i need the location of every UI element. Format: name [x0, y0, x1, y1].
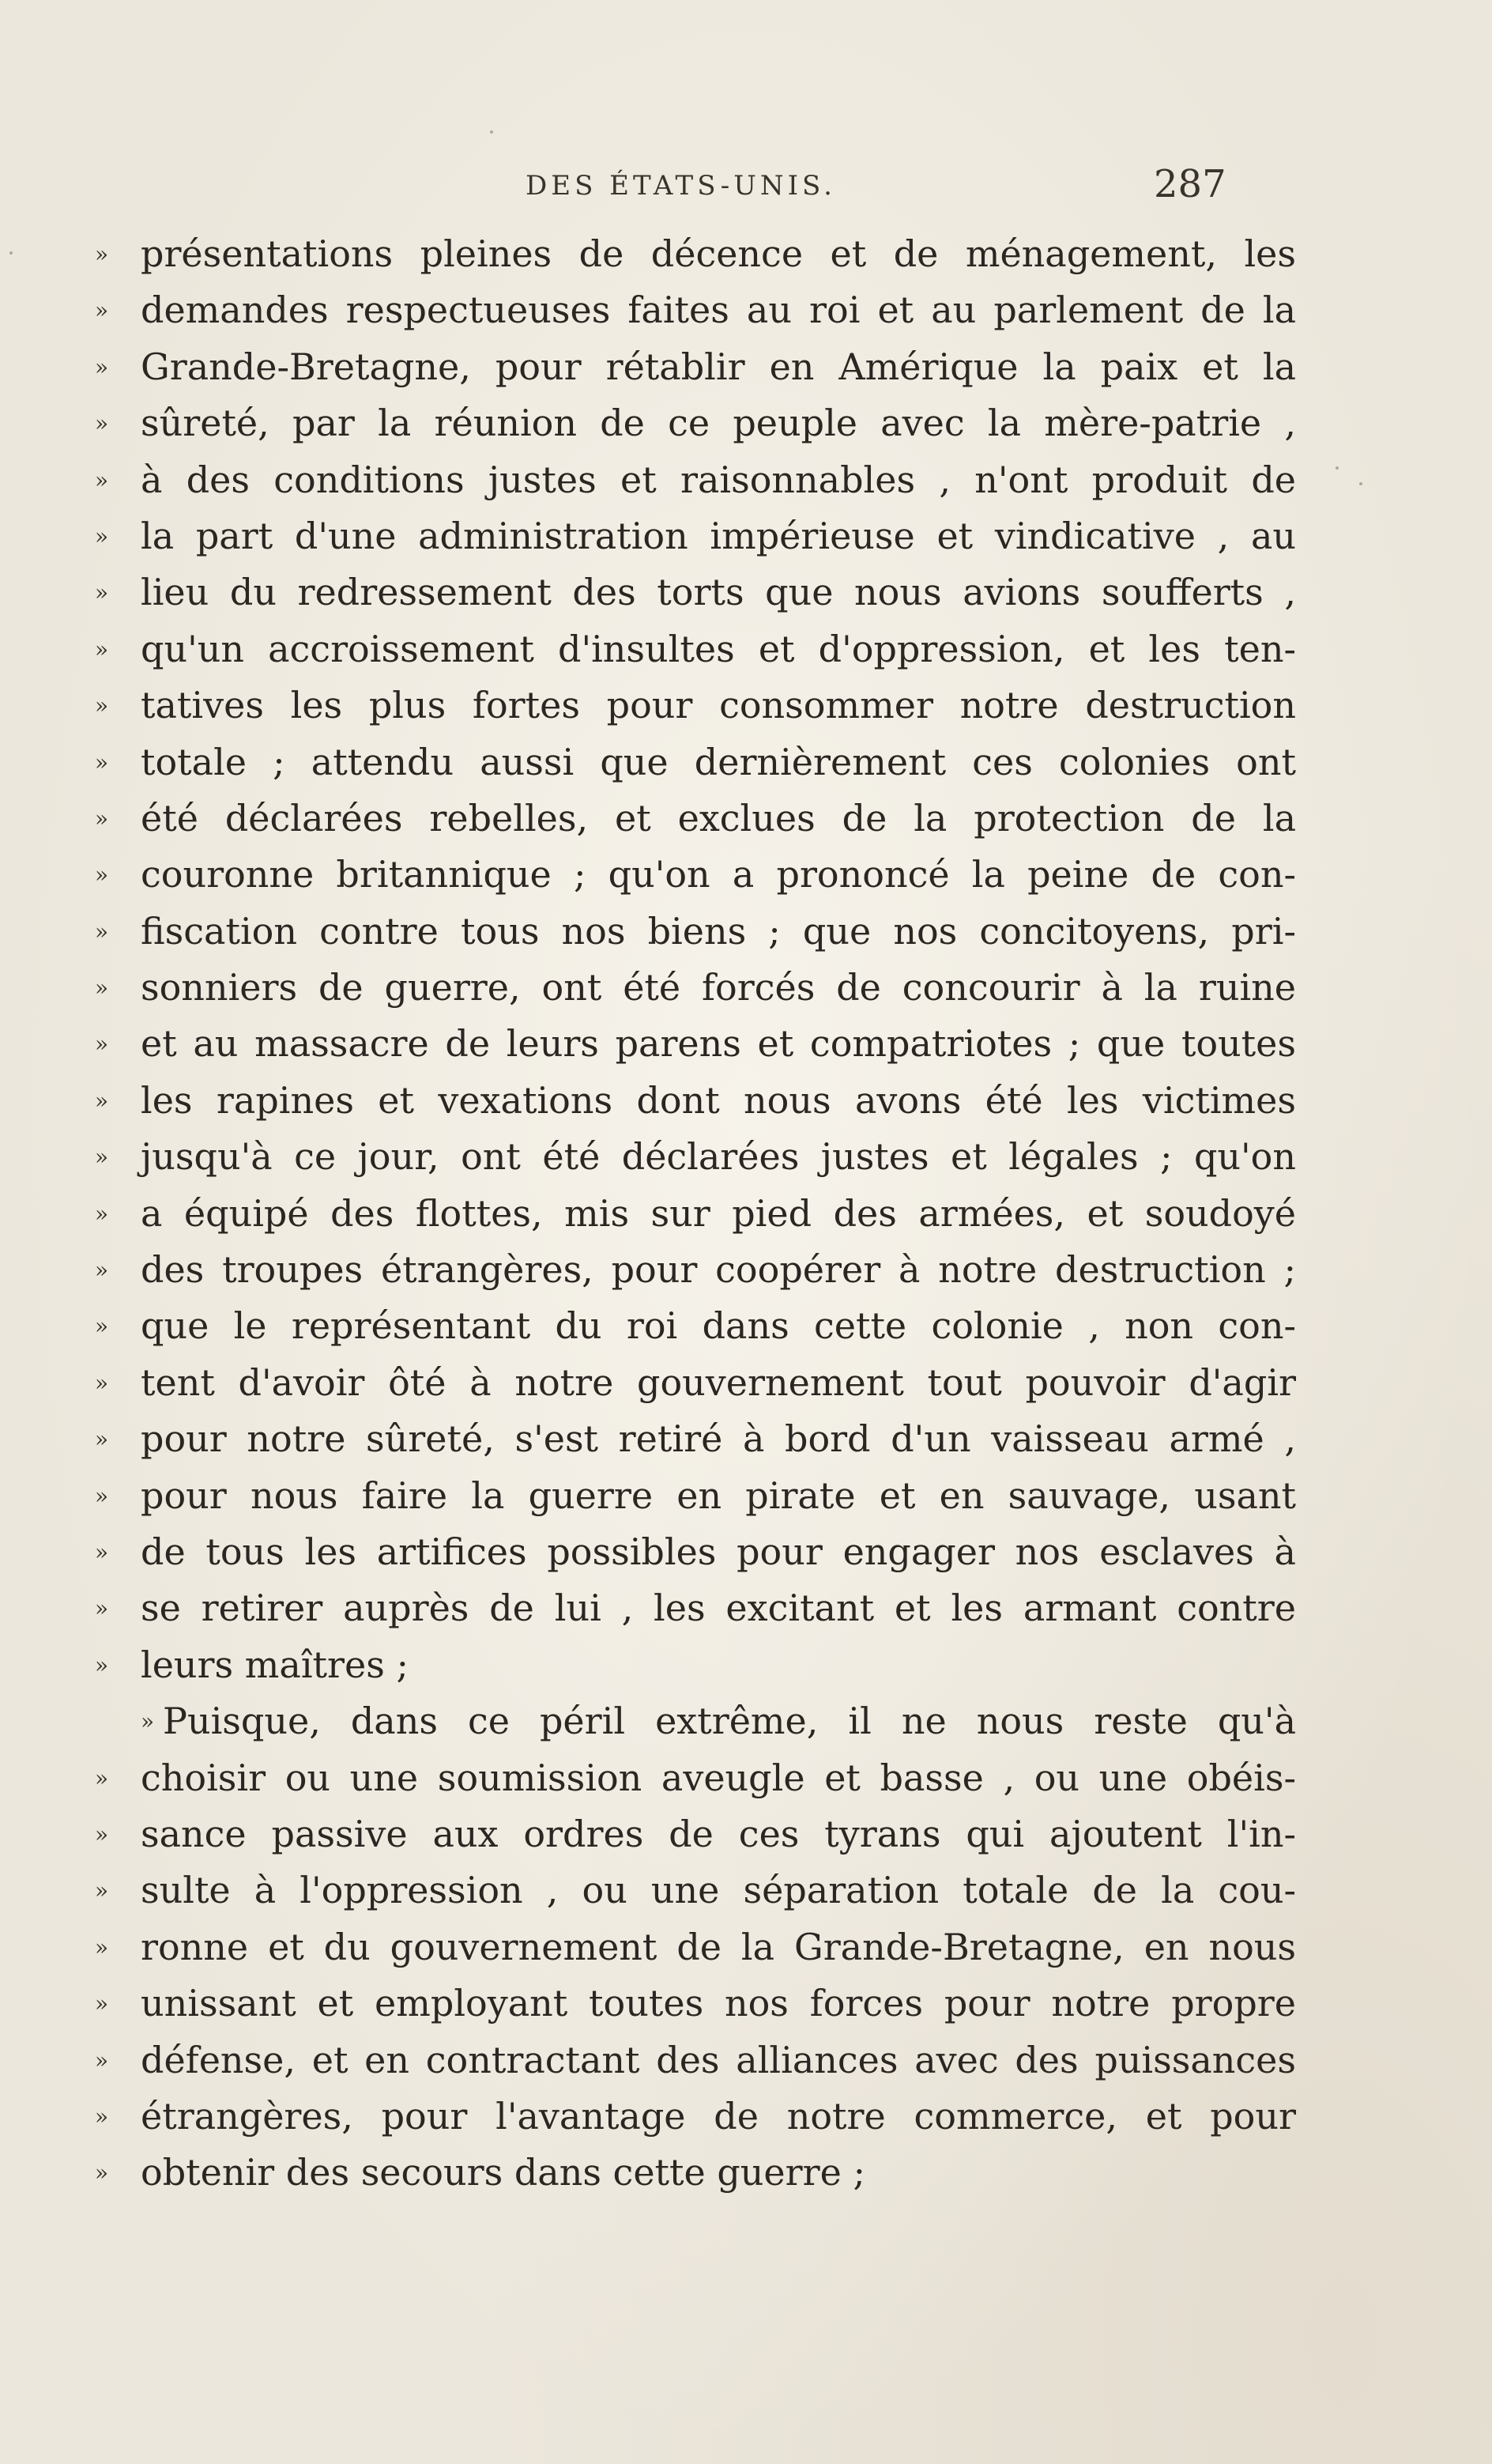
quote-mark: » — [95, 1764, 109, 1791]
quote-mark: » — [95, 1538, 109, 1565]
quote-mark: » — [95, 805, 109, 832]
line-text: ronne et du gouvernement de la Grande-Bretagne, en nous — [141, 1925, 1296, 1968]
line-text: été déclarées rebelles, et exclues de la protection de la — [141, 796, 1296, 840]
text-line — [95, 904, 1296, 960]
text-line — [95, 1975, 1296, 2032]
text-line — [95, 1524, 1296, 1580]
line-text: leurs maîtres ; — [141, 1643, 409, 1686]
running-title: DES ÉTATS-UNIS. — [526, 170, 836, 202]
text-line — [95, 621, 1296, 677]
text-line — [95, 2145, 1296, 2201]
paper-speck — [9, 251, 13, 255]
quote-mark: » — [95, 862, 109, 889]
quote-mark: » — [95, 353, 109, 380]
text-line — [95, 1468, 1296, 1524]
paper-speck — [1359, 482, 1362, 485]
quote-mark: » — [95, 1426, 109, 1453]
quote-mark: » — [95, 410, 109, 437]
text-line — [95, 960, 1296, 1016]
text-line — [95, 1073, 1296, 1129]
text-line — [95, 282, 1296, 338]
line-text: sulte à l'oppression , ou une séparation totale de la cou- — [141, 1869, 1296, 1912]
quote-mark: » — [95, 466, 109, 493]
text-line — [95, 1242, 1296, 1298]
line-text: des troupes étrangères, pour coopérer à notre destruction ; — [141, 1248, 1296, 1292]
text-line — [95, 339, 1296, 395]
line-text: tent d'avoir ôté à notre gouvernement tout pouvoir d'agir — [141, 1360, 1296, 1404]
line-text: défense, et en contractant des alliances avec des puissances — [141, 2038, 1296, 2081]
line-text: présentations pleines de décence et de ménagement, les — [141, 232, 1296, 275]
text-line — [95, 452, 1296, 508]
text-line — [95, 1919, 1296, 1975]
text-line — [95, 1129, 1296, 1185]
quote-mark: » — [95, 918, 109, 945]
text-line — [95, 734, 1296, 791]
text-line — [95, 1862, 1296, 1919]
line-text: sûreté, par la réunion de ce peuple avec la mère-patrie , — [141, 402, 1296, 445]
line-text: choisir ou une soumission aveugle et basse , ou une obéis- — [141, 1756, 1296, 1799]
quote-mark: » — [95, 1482, 109, 1509]
line-text: la part d'une administration impérieuse et vindicative , au — [141, 514, 1296, 557]
running-head — [0, 162, 1492, 209]
line-text: pour nous faire la guerre en pirate et en sauvage, usant — [141, 1473, 1296, 1517]
quote-mark: » — [95, 1369, 109, 1396]
paper-speck — [490, 130, 493, 134]
text-line — [95, 1806, 1296, 1862]
quote-mark: » — [95, 2047, 109, 2073]
quote-mark: » — [95, 692, 109, 719]
line-text: jusqu'à ce jour, ont été déclarées justes et légales ; qu'on — [141, 1135, 1296, 1179]
quote-mark: » — [95, 523, 109, 549]
line-text: tatives les plus fortes pour consommer notre destruction — [141, 684, 1296, 727]
line-text: demandes respectueuses faites au roi et au parlement de la — [141, 289, 1296, 332]
quote-mark: » — [95, 636, 109, 662]
text-line — [95, 1016, 1296, 1072]
quote-mark: » — [95, 1595, 109, 1622]
line-text: fiscation contre tous nos biens ; que nos concitoyens, pri- — [141, 909, 1296, 953]
quote-mark: » — [95, 1821, 109, 1847]
quote-mark: » — [95, 1990, 109, 2017]
text-line — [95, 1580, 1296, 1636]
paper-speck — [1336, 466, 1339, 470]
text-line — [95, 677, 1296, 734]
quote-mark: » — [95, 749, 109, 775]
text-line — [95, 1693, 1296, 1749]
line-text: obtenir des secours dans cette guerre ; — [141, 2151, 865, 2194]
quote-mark: » — [141, 1708, 155, 1735]
line-text: pour notre sûreté, s'est retiré à bord d'un vaisseau armé , — [141, 1417, 1296, 1461]
text-line — [95, 1411, 1296, 1467]
line-text: Grande-Bretagne, pour rétablir en Amérique la paix et la — [141, 345, 1296, 388]
text-line — [95, 2089, 1296, 2145]
body-text — [95, 226, 1296, 2202]
line-text: que le représentant du roi dans cette colonie , non con- — [141, 1304, 1296, 1348]
quote-mark: » — [95, 1200, 109, 1227]
text-line — [95, 1298, 1296, 1354]
text-line — [95, 395, 1296, 451]
line-text: étrangères, pour l'avantage de notre commerce, et pour — [141, 2094, 1296, 2138]
line-text: à des conditions justes et raisonnables , n'ont produit de — [141, 458, 1296, 501]
text-line — [95, 564, 1296, 621]
quote-mark: » — [95, 1877, 109, 1904]
text-line — [95, 508, 1296, 564]
quote-mark: » — [95, 2103, 109, 2130]
line-text: Puisque, dans ce péril extrême, il ne nous reste qu'à — [163, 1700, 1296, 1743]
line-text: et au massacre de leurs parens et compatriotes ; que toutes — [141, 1022, 1296, 1066]
text-line — [95, 1637, 1296, 1693]
text-line — [95, 847, 1296, 903]
quote-mark: » — [95, 297, 109, 324]
page-number: 287 — [1154, 162, 1226, 206]
line-text: a équipé des flottes, mis sur pied des armées, et soudoyé — [141, 1191, 1296, 1235]
text-line — [95, 1186, 1296, 1242]
quote-mark: » — [95, 1257, 109, 1284]
line-text: unissant et employant toutes nos forces pour notre propre — [141, 1982, 1296, 2025]
line-text: les rapines et vexations dont nous avons été les victimes — [141, 1078, 1296, 1122]
text-line — [95, 1355, 1296, 1411]
line-text: lieu du redressement des torts que nous avions soufferts , — [141, 571, 1296, 614]
text-line — [95, 2032, 1296, 2089]
line-text: sonniers de guerre, ont été forcés de concourir à la ruine — [141, 966, 1296, 1009]
line-text: qu'un accroissement d'insultes et d'oppression, et les ten- — [141, 627, 1296, 670]
line-text: se retirer auprès de lui , les excitant et les armant contre — [141, 1587, 1296, 1630]
text-line — [95, 226, 1296, 282]
line-text: totale ; attendu aussi que dernièrement ces colonies ont — [141, 740, 1296, 783]
quote-mark: » — [95, 2160, 109, 2187]
quote-mark: » — [95, 579, 109, 606]
quote-mark: » — [95, 1651, 109, 1678]
quote-mark: » — [95, 975, 109, 1002]
quote-mark: » — [95, 1144, 109, 1171]
line-text: de tous les artifices possibles pour engager nos esclaves à — [141, 1530, 1296, 1573]
text-line — [95, 1750, 1296, 1806]
quote-mark: » — [95, 1087, 109, 1114]
quote-mark: » — [95, 1934, 109, 1960]
quote-mark: » — [95, 1031, 109, 1058]
line-text: sance passive aux ordres de ces tyrans qui ajoutent l'in- — [141, 1812, 1296, 1855]
line-text: couronne britannique ; qu'on a prononcé la peine de con- — [141, 853, 1296, 896]
quote-mark: » — [95, 241, 109, 267]
quote-mark: » — [95, 1313, 109, 1340]
text-line — [95, 791, 1296, 847]
